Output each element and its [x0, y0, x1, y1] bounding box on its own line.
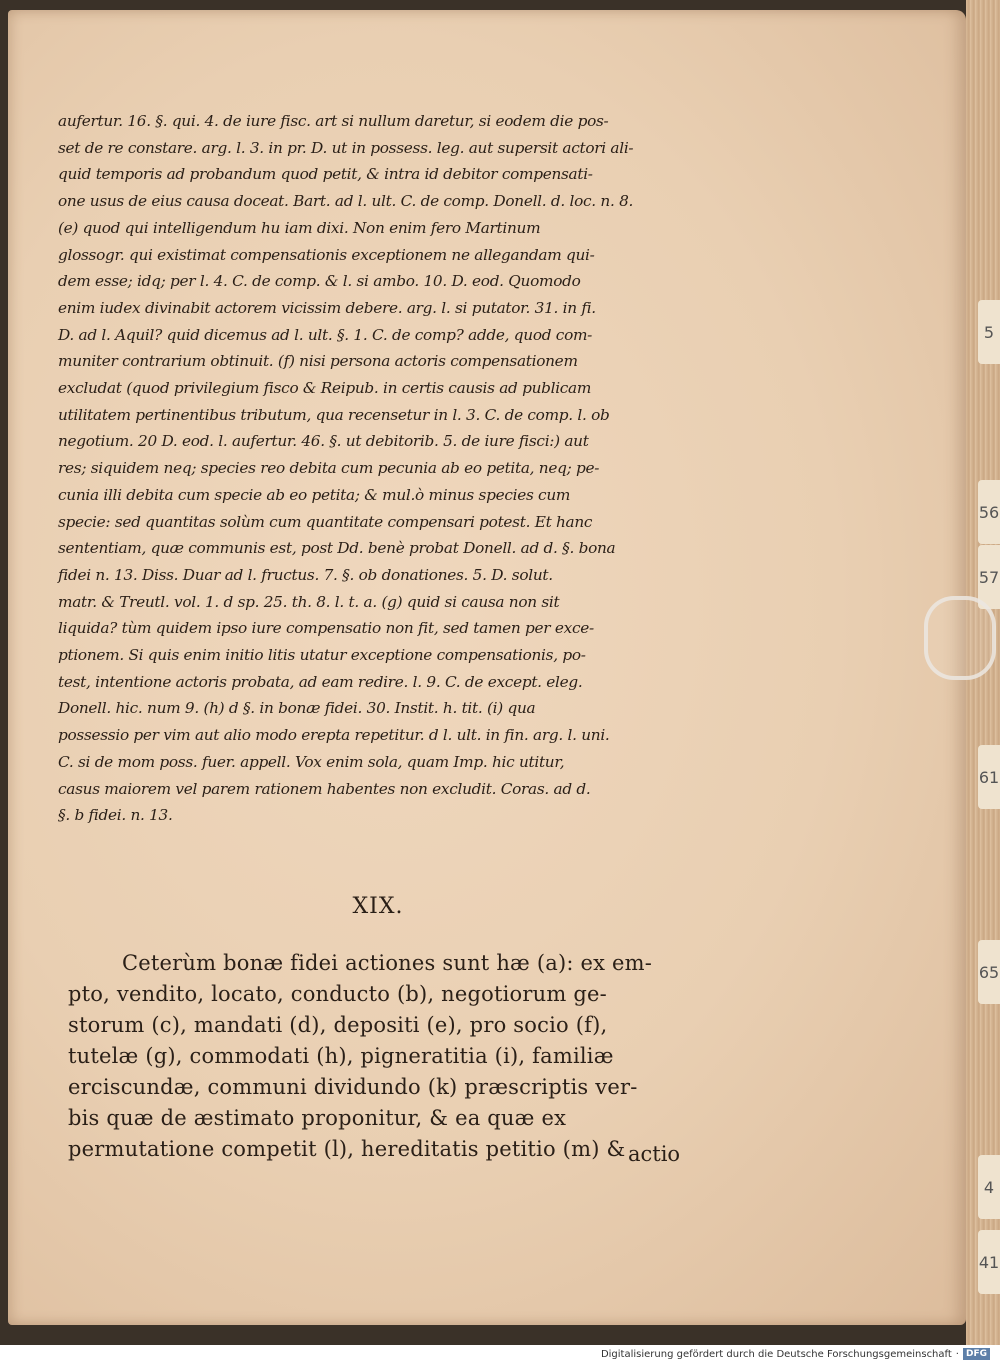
catchword: actio [628, 1142, 681, 1166]
body-line: pto, vendito, locato, conducto (b), negotiorum ge- [68, 982, 607, 1006]
book-page [8, 10, 966, 1325]
footnote-line: enim iudex divinabit actorem vicissim debere. arg. l. si putator. 31. in fi. [58, 298, 596, 317]
footnote-line: quid temporis ad probandum quod petit, & intra id debitor compensati- [58, 165, 593, 184]
edge-tab: 61 [978, 745, 1000, 809]
footnote-line: liquida? tùm quidem ipso iure compensatio non fit, sed tamen per exce- [58, 619, 594, 638]
footnote-line: matr. & Treutl. vol. 1. d sp. 25. th. 8. l. t. a. (g) quid si causa non sit [58, 592, 560, 611]
footnote-line: res; siquidem neq; species reo debita cum pecunia ab eo petita, neq; pe- [58, 459, 600, 478]
footnote-line: utilitatem pertinentibus tributum, qua recensetur in l. 3. C. de comp. l. ob [58, 405, 610, 424]
digitization-footer [0, 1345, 1000, 1363]
footnote-line: one usus de eius causa doceat. Bart. ad l. ult. C. de comp. Donell. d. loc. n. 8. [58, 192, 634, 211]
footnote-line: D. ad l. Aquil? quid dicemus ad l. ult. §. 1. C. de comp? adde, quod com- [58, 325, 593, 344]
body-line: permutatione competit (l), hereditatis petitio (m) & [68, 1137, 626, 1161]
footnote-line: glossogr. qui existimat compensationis exceptionem ne allegandam qui- [58, 245, 595, 264]
footnote-line: (e) quod qui intelligendum hu iam dixi. Non enim fero Martinum [58, 218, 541, 237]
edge-tab: 41 [978, 1230, 1000, 1294]
footnote-line: test, intentione actoris probata, ad eam redire. l. 9. C. de except. eleg. [58, 672, 583, 691]
footnotes-block [58, 108, 718, 829]
edge-tab: 56 [978, 480, 1000, 544]
main-text-block [68, 948, 688, 1165]
body-line: bis quæ de æstimato proponitur, & ea quæ ex [68, 1106, 567, 1130]
footer-separator: · [955, 1348, 959, 1360]
body-line: tutelæ (g), commodati (h), pigneratitia (i), familiæ [68, 1044, 614, 1068]
body-line: erciscundæ, communi dividundo (k) præscriptis ver- [68, 1075, 638, 1099]
footnote-line: casus maiorem vel parem rationem habentes non excludit. Coras. ad d. [58, 779, 591, 798]
footnote-line: aufertur. 16. §. qui. 4. de iure fisc. art si nullum daretur, si eodem die pos- [58, 112, 609, 130]
edge-tab: 57 [978, 545, 1000, 609]
footnote-line: fidei n. 13. Diss. Duar ad l. fructus. 7. §. ob donationes. 5. D. solut. [58, 565, 553, 584]
footnote-line: dem esse; idq; per l. 4. C. de comp. & l. si ambo. 10. D. eod. Quomodo [58, 272, 581, 291]
footer-credit: Digitalisierung gefördert durch die Deutsche Forschungsgemeinschaft [600, 1348, 952, 1360]
footnote-line: C. si de mom poss. fuer. appell. Vox enim sola, quam Imp. hic utitur, [58, 752, 565, 771]
dfg-logo: DFG [963, 1348, 990, 1360]
edge-tab: 4 [978, 1155, 1000, 1219]
body-line: storum (c), mandati (d), depositi (e), pro socio (f), [68, 1013, 608, 1037]
section-heading: XIX. [352, 894, 404, 919]
edge-tab: 65 [978, 940, 1000, 1004]
footnote-line: muniter contrarium obtinuit. (f) nisi persona actoris compensationem [58, 352, 578, 371]
footnote-line: possessio per vim aut alio modo erepta repetitur. d l. ult. in fin. arg. l. uni. [58, 726, 610, 745]
footnote-line: negotium. 20 D. eod. l. aufertur. 46. §. ut debitorib. 5. de iure fisci:) aut [58, 432, 589, 451]
footnote-line: specie: sed quantitas solùm cum quantitate compensari potest. Et hanc [58, 512, 593, 531]
footnote-line: sententiam, quæ communis est, post Dd. benè probat Donell. ad d. §. bona [58, 539, 616, 558]
body-line: Ceterùm bonæ fidei actiones sunt hæ (a): ex em- [122, 951, 653, 975]
footnote-line: set de re constare. arg. l. 3. in pr. D. ut in possess. leg. aut supersit actori ali- [58, 138, 634, 157]
edge-tab: 5 [978, 300, 1000, 364]
footnote-line: excludat (quod privilegium fisco & Reipub. in certis causis ad publicam [58, 379, 592, 398]
footnote-line: cunia illi debita cum specie ab eo petita; & mul.ò minus species cum [58, 485, 571, 504]
footnote-line: ptionem. Si quis enim initio litis utatur exceptione compensationis, po- [58, 646, 586, 665]
footnote-line: §. b fidei. n. 13. [58, 806, 173, 825]
paper-clip [924, 596, 996, 680]
footnote-line: Donell. hic. num 9. (h) d §. in bonæ fidei. 30. Instit. h. tit. (i) qua [58, 699, 536, 718]
